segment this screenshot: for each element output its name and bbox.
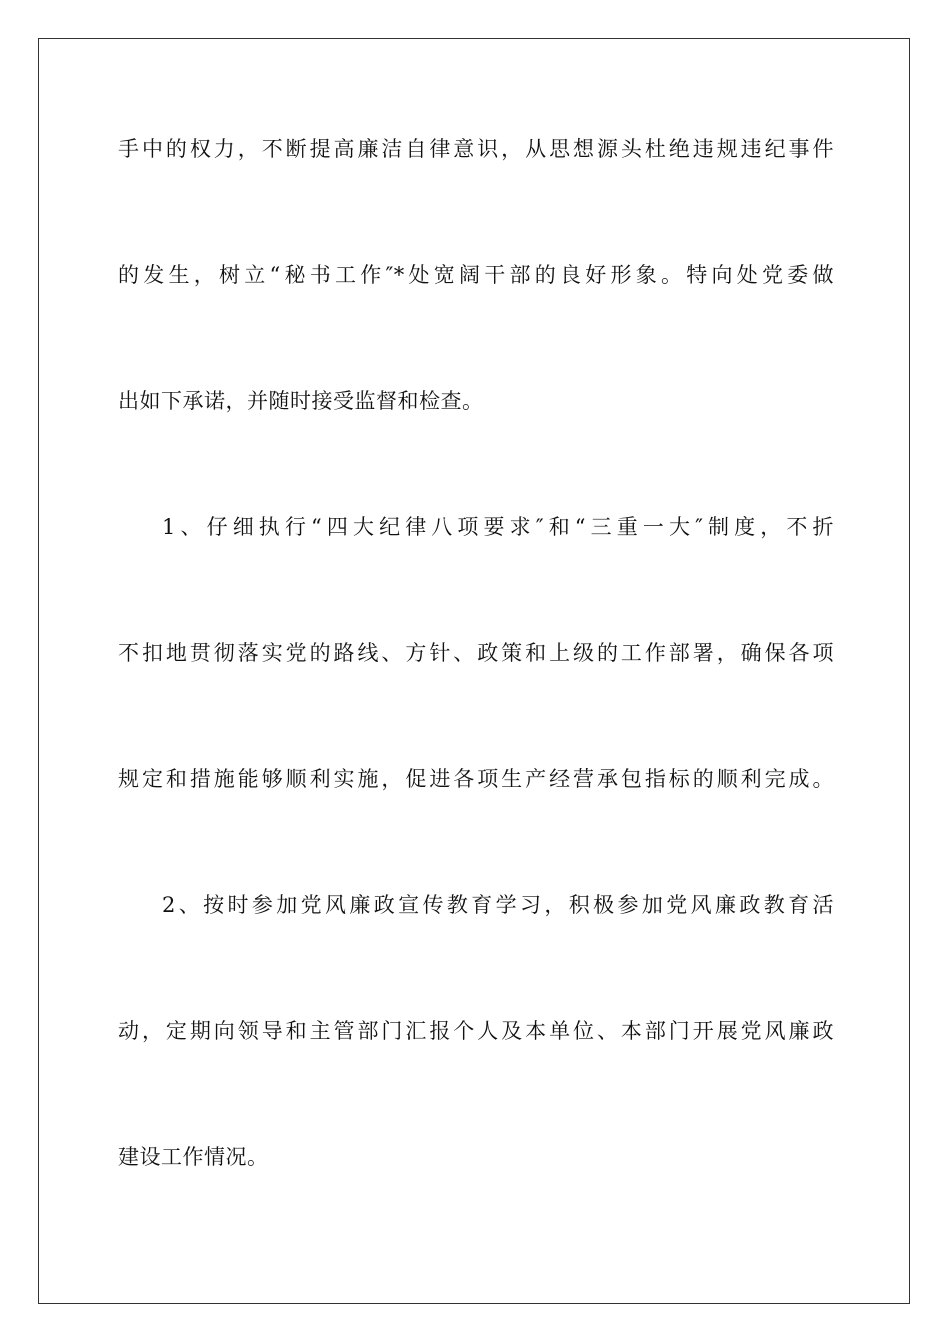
- commitment-item-2-line: 2、按时参加党风廉政宣传教育学习，积极参加党风廉政教育活: [162, 893, 834, 917]
- paragraph-line: 的发生，树立“秘书工作″*处宽阔干部的良好形象。特向处党委做: [118, 263, 834, 287]
- page-border: [38, 38, 910, 1304]
- commitment-item-1-line: 1、仔细执行“四大纪律八项要求″和“三重一大″制度，不折: [162, 515, 834, 539]
- paragraph-line: 出如下承诺，并随时接受监督和检查。: [118, 389, 484, 413]
- commitment-item-1-line: 不扣地贯彻落实党的路线、方针、政策和上级的工作部署，确保各项: [118, 641, 834, 665]
- commitment-item-2-line: 动，定期向领导和主管部门汇报个人及本单位、本部门开展党风廉政: [118, 1019, 834, 1043]
- paragraph-line: 手中的权力，不断提高廉洁自律意识，从思想源头杜绝违规违纪事件: [118, 137, 834, 161]
- commitment-item-2-line: 建设工作情况。: [118, 1145, 269, 1169]
- commitment-item-1-line: 规定和措施能够顺利实施，促进各项生产经营承包指标的顺利完成。: [118, 767, 834, 791]
